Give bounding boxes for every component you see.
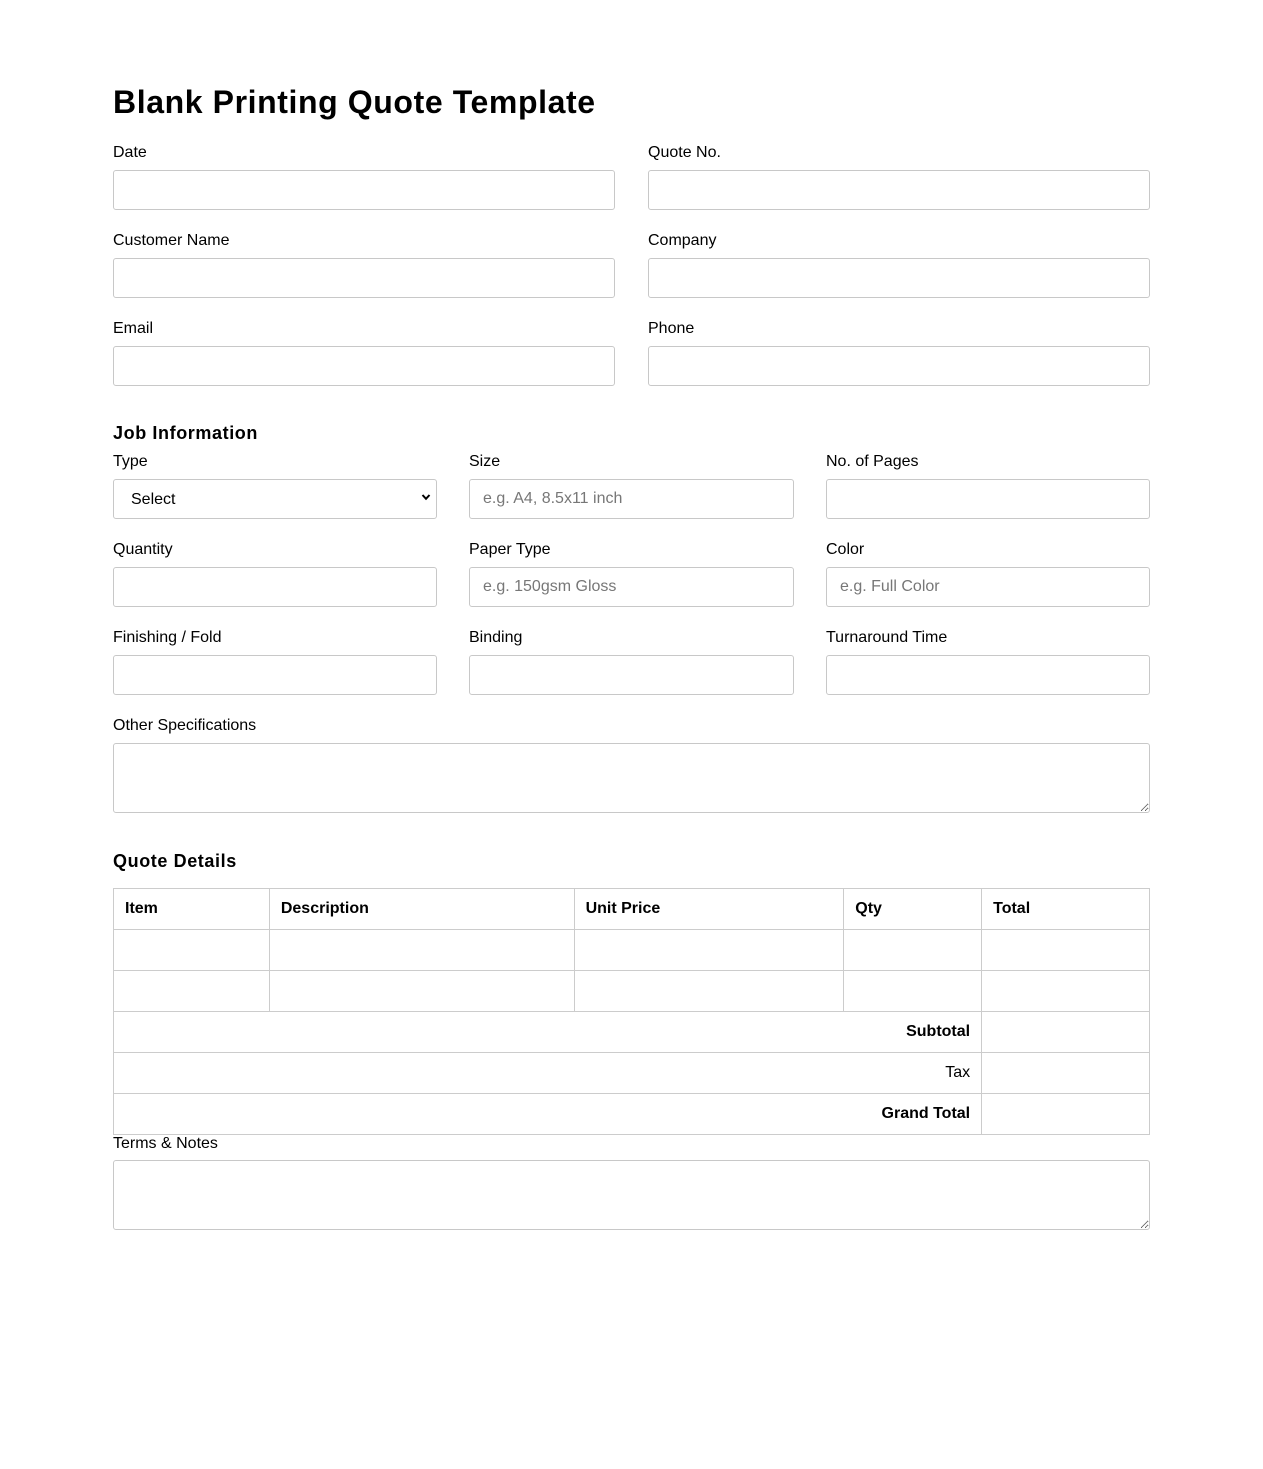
finishing-field-group [113,629,437,695]
job-information-heading: Job Information [113,423,258,443]
description-cell[interactable] [269,930,574,971]
quantity-input[interactable] [113,567,437,607]
email-label: Email [113,320,154,337]
grand-total-row [114,1094,1150,1135]
customer-name-label: Customer Name [113,232,230,249]
size-input[interactable] [469,479,794,519]
type-label: Type [113,453,148,470]
unit-price-cell[interactable] [574,971,844,1012]
customer-name-input[interactable] [113,258,615,298]
quote-no-input[interactable] [648,170,1150,210]
phone-label: Phone [648,320,695,337]
color-label: Color [826,541,865,558]
phone-input[interactable] [648,346,1150,386]
column-header-qty: Qty [844,889,982,930]
qty-cell[interactable] [844,930,982,971]
table-header-row [114,889,1150,930]
customer-info-grid [113,144,1150,386]
binding-label: Binding [469,629,523,646]
date-input[interactable] [113,170,615,210]
total-cell[interactable] [982,971,1150,1012]
email-input[interactable] [113,346,615,386]
grand-total-value[interactable] [982,1094,1150,1135]
column-header-unit-price: Unit Price [574,889,844,930]
column-header-total: Total [982,889,1150,930]
pages-field-group [826,453,1150,519]
turnaround-field-group [826,629,1150,695]
paper-type-input[interactable] [469,567,794,607]
turnaround-input[interactable] [826,655,1150,695]
type-select[interactable] [113,479,437,519]
subtotal-value[interactable] [982,1012,1150,1053]
column-header-item: Item [114,889,270,930]
company-input[interactable] [648,258,1150,298]
item-cell[interactable] [114,930,270,971]
table-row [114,971,1150,1012]
finishing-input[interactable] [113,655,437,695]
paper-type-label: Paper Type [469,541,551,558]
grand-total-label: Grand Total [114,1094,982,1135]
other-specs-label: Other Specifications [113,717,257,734]
description-cell[interactable] [269,971,574,1012]
tax-value[interactable] [982,1053,1150,1094]
other-specs-textarea[interactable] [113,743,1150,813]
tax-row [114,1053,1150,1094]
terms-notes-field-group [113,1135,1150,1230]
column-header-description: Description [269,889,574,930]
table-row [114,930,1150,971]
other-specs-field-group [113,717,1150,813]
paper-type-field-group [469,541,794,607]
phone-field-group [648,320,1150,386]
finishing-label: Finishing / Fold [113,629,222,646]
unit-price-cell[interactable] [574,930,844,971]
qty-cell[interactable] [844,971,982,1012]
quantity-label: Quantity [113,541,173,558]
binding-input[interactable] [469,655,794,695]
color-input[interactable] [826,567,1150,607]
quote-details-heading: Quote Details [113,851,237,871]
type-select-wrapper [113,479,437,519]
company-field-group [648,232,1150,298]
terms-notes-textarea[interactable] [113,1160,1150,1230]
company-label: Company [648,232,717,249]
pages-input[interactable] [826,479,1150,519]
quote-no-field-group [648,144,1150,210]
type-field-group [113,453,437,519]
quote-no-label: Quote No. [648,144,721,161]
binding-field-group [469,629,794,695]
job-info-grid [113,453,1150,695]
item-cell[interactable] [114,971,270,1012]
date-field-group [113,144,615,210]
color-field-group [826,541,1150,607]
customer-name-field-group [113,232,615,298]
terms-notes-label: Terms & Notes [113,1135,218,1152]
size-label: Size [469,453,501,470]
page-title: Blank Printing Quote Template [113,84,596,120]
pages-label: No. of Pages [826,453,919,470]
email-field-group [113,320,615,386]
tax-label: Tax [114,1053,982,1094]
date-label: Date [113,144,147,161]
subtotal-row [114,1012,1150,1053]
subtotal-label: Subtotal [114,1012,982,1053]
quantity-field-group [113,541,437,607]
total-cell[interactable] [982,930,1150,971]
quote-details-table [113,888,1150,1135]
turnaround-label: Turnaround Time [826,629,948,646]
size-field-group [469,453,794,519]
